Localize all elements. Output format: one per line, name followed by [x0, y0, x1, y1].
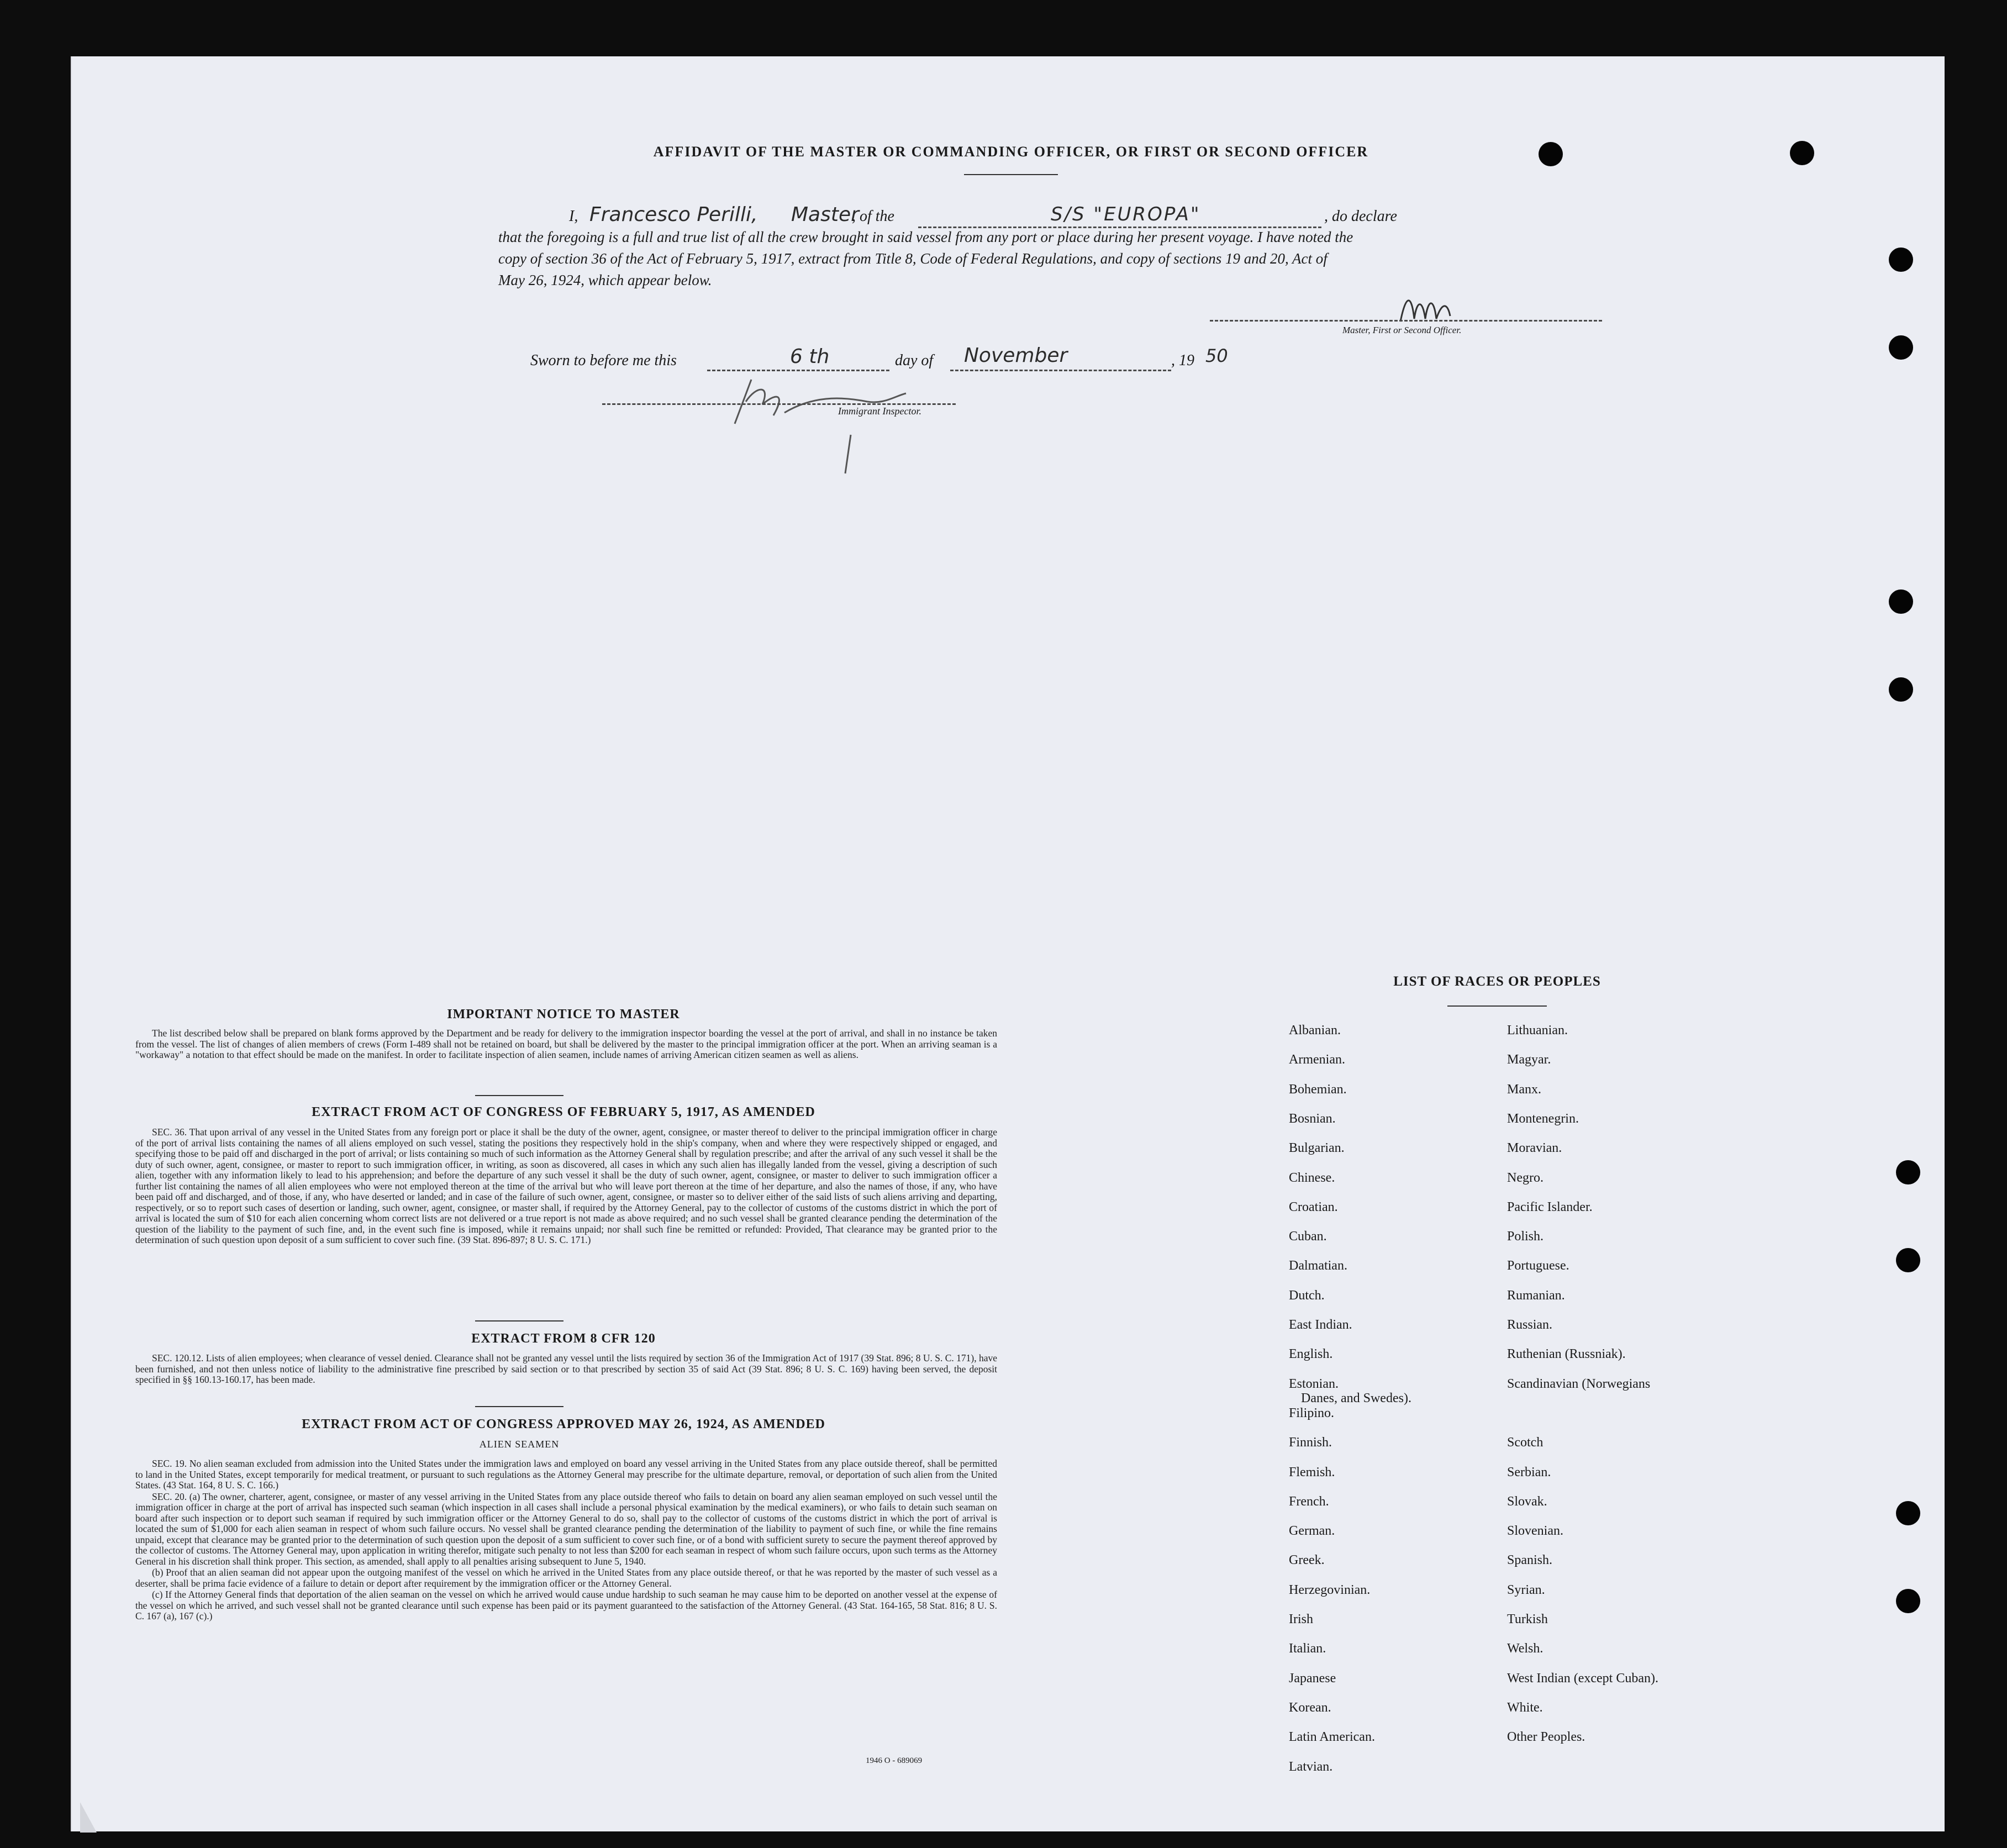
extract-cfr-paragraph: SEC. 120.12. Lists of alien employees; when clearance of vessel denied. Clearance shall not be granted any vessel until the lists required by section 36 of the Immigration Act of 1917 (39 Stat. 896; 8 U. S. C. 171), have been furnished, and not then unless notice of liability to the administrative fine prescribed by said section or to that prescribed by section 35 of said Act (39 Stat. 896; 8 U. S. C. 169) having been served, the deposit specified in §§ 160.13-160.17, has been made. [135, 1352, 997, 1385]
i-label: I, [569, 208, 578, 225]
notice-paragraph: The list described below shall be prepared on blank forms approved by the Department and be ready for delivery to the immigration inspector boarding the vessel at the port of arrival, and shall in no instance be taken from the vessel. The list of changes of alien members of crews (Form I-489 shall not be retained on board, but shall be delivered by the master to the principal immigration officer at the port. When an arriving seaman is a "workaway" a notation to that effect should be made on the manifest. In order to facilitate inspection of alien seamen, include names of arriving American citizen seamen as well as aliens. [135, 1028, 997, 1060]
race-item: Danes, and Swedes). [1301, 1391, 1411, 1405]
race-item: Japanese [1289, 1671, 1336, 1686]
print-code: 1946 O - 689069 [866, 1756, 923, 1765]
race-item: Pacific Islander. [1507, 1200, 1593, 1214]
master-signature-label: Master, First or Second Officer. [1342, 325, 1462, 335]
section-divider [475, 1095, 563, 1096]
race-item: White. [1507, 1700, 1543, 1715]
month-handwritten: November [964, 344, 1068, 367]
punch-hole [1889, 677, 1913, 702]
punch-hole [1896, 1160, 1920, 1184]
declaration-body-line: copy of section 36 of the Act of February 5, 1917, extract from Title 8, Code of Federal Regulations, and copy of sections 19 and 20, Act of [498, 250, 1328, 267]
extract-1924-paragraph: SEC. 19. No alien seaman excluded from admission into the United States under the immigration laws and employed on board any vessel arriving in the United States from any place outside thereof, shall be permitted to land in the United States, except temporarily for medical treatment, or pursuant to such regulations as the Attorney General may prescribe for the ultimate departure, removal, or deportation of such alien from the United States. (43 Stat. 164, 8 U. S. C. 166.) [135, 1458, 997, 1491]
race-item: Croatian. [1289, 1200, 1338, 1214]
race-item: Scotch [1507, 1435, 1544, 1450]
race-item: Slovak. [1507, 1494, 1547, 1509]
race-item: Irish [1289, 1612, 1313, 1626]
day-of-label: day of [895, 352, 934, 369]
year-handwritten: 50 [1205, 345, 1228, 366]
extract-1917-text [135, 1127, 997, 1246]
race-item: Filipino. [1289, 1406, 1335, 1420]
extract-cfr-title: EXTRACT FROM 8 CFR 120 [471, 1331, 656, 1346]
race-item: East Indian. [1289, 1318, 1352, 1332]
title-underline [964, 174, 1058, 175]
race-item: English. [1289, 1347, 1333, 1361]
extract-cfr-text [135, 1353, 997, 1386]
race-item: Latvian. [1289, 1760, 1333, 1774]
year-prefix: , 19 [1171, 352, 1194, 369]
race-item: Manx. [1507, 1082, 1541, 1097]
day-handwritten: 6 th [790, 345, 830, 368]
document-page [71, 56, 1945, 1831]
race-item: Serbian. [1507, 1465, 1551, 1480]
declaration-body-line: that the foregoing is a full and true list of all the crew brought in said vessel from any port or place during her present voyage. I have noted the [498, 229, 1353, 245]
punch-hole [1889, 335, 1913, 360]
master-rank-handwritten: Master [791, 203, 859, 226]
races-title-underline [1447, 1005, 1547, 1007]
extract-1917-title: EXTRACT FROM ACT OF CONGRESS OF FEBRUARY 5, 1917, AS AMENDED [312, 1105, 815, 1119]
punch-hole [1896, 1248, 1920, 1272]
race-item: Herzegovinian. [1289, 1583, 1371, 1597]
race-item: Rumanian. [1507, 1288, 1565, 1303]
notice-text [135, 1028, 997, 1061]
extract-1924-subtitle: ALIEN SEAMEN [479, 1439, 560, 1450]
inspector-signature [718, 363, 917, 518]
page-corner-curl [80, 1802, 113, 1833]
race-item: Armenian. [1289, 1052, 1345, 1067]
race-item: Portuguese. [1507, 1259, 1569, 1273]
master-name-handwritten: Francesco Perilli, [589, 203, 758, 226]
race-item: Korean. [1289, 1700, 1331, 1715]
race-item: Ruthenian (Russniak). [1507, 1347, 1626, 1361]
race-item: Bosnian. [1289, 1112, 1336, 1126]
do-declare-label: , do declare [1324, 208, 1397, 225]
race-item: Cuban. [1289, 1229, 1327, 1244]
race-item: Chinese. [1289, 1171, 1335, 1185]
race-item: Dalmatian. [1289, 1259, 1347, 1273]
inspector-signature-line [602, 403, 956, 405]
race-item: Syrian. [1507, 1583, 1545, 1597]
race-item: Magyar. [1507, 1052, 1551, 1067]
race-item: Finnish. [1289, 1435, 1332, 1450]
race-item: Negro. [1507, 1171, 1544, 1185]
declaration-line [498, 199, 1620, 227]
race-item: Moravian. [1507, 1141, 1562, 1155]
extract-1924-text [135, 1459, 997, 1623]
master-signature-line [1210, 320, 1602, 322]
races-title: LIST OF RACES OR PEOPLES [1393, 974, 1601, 989]
race-item: Latin American. [1289, 1730, 1375, 1744]
race-item: Montenegrin. [1507, 1112, 1579, 1126]
race-item: Polish. [1507, 1229, 1544, 1244]
race-item: Other Peoples. [1507, 1730, 1585, 1744]
extract-1924-title: EXTRACT FROM ACT OF CONGRESS APPROVED MAY 26, 1924, AS AMENDED [302, 1417, 825, 1431]
race-item: Bulgarian. [1289, 1141, 1345, 1155]
race-item: Estonian. [1289, 1377, 1339, 1391]
sworn-line [530, 341, 1359, 374]
sworn-label: Sworn to before me this [530, 352, 677, 369]
extract-1924-paragraph: SEC. 20. (a) The owner, charterer, agent, consignee, or master of any vessel arriving in the United States from any place outside thereof who fails to detain on board any alien seaman employed on such vessel until the immigration officer in charge at the port of arrival has inspected such seaman (which inspection in all cases shall include a personal physical examination by the medical examiners), or who fails to detain such seaman on board after such inspection or to deport such seaman if required by such immigration officer or the Attorney General to do so, shall pay to the collector of customs of the customs district in which the port of arrival is located the sum of $1,000 for each alien seaman in respect of whom such failure occurs. No vessel shall be granted clearance pending the determination of the liability to payment of such fine, or while the fine remains unpaid, except that clearance may be granted prior to the determination of such question upon the deposit of a sum sufficient to cover such fine, or of a bond with sufficient surety to secure the payment thereof approved by the collector of customs. The Attorney General may, upon application in writing therefor, mitigate such penalty to not less than $200 for each seaman in respect of whom such failure occurs, upon such terms as the Attorney General in his discretion shall think proper. This section, as amended, shall apply to all penalties arising subsequent to June 5, 1940. [135, 1491, 997, 1567]
section-divider [475, 1406, 563, 1407]
race-item: Albanian. [1289, 1023, 1341, 1038]
race-item: West Indian (except Cuban). [1507, 1671, 1658, 1686]
punch-hole [1889, 248, 1913, 272]
race-item: German. [1289, 1524, 1335, 1538]
race-item: Welsh. [1507, 1641, 1544, 1656]
punch-hole [1539, 142, 1563, 166]
declaration-body [498, 227, 1537, 291]
vessel-name-handwritten: S/S "EUROPA" [1051, 203, 1201, 225]
extract-1924-paragraph: (c) If the Attorney General finds that deportation of the alien seaman on the vessel on which he arrived would cause undue hardship to such seaman he may cause him to be deported on another vessel at the expense of the vessel on which he arrived, and such vessel shall not be granted clearance until such expense has been paid or its payment guaranteed to the satisfaction of the Attorney General. (43 Stat. 164-165, 58 Stat. 816; 8 U. S. C. 167 (a), 167 (c).) [135, 1589, 997, 1621]
race-item: Dutch. [1289, 1288, 1325, 1303]
punch-hole [1790, 141, 1814, 165]
race-item: Greek. [1289, 1553, 1325, 1567]
race-item: Flemish. [1289, 1465, 1335, 1480]
notice-title: IMPORTANT NOTICE TO MASTER [447, 1007, 680, 1022]
extract-1917-paragraph: SEC. 36. That upon arrival of any vessel in the United States from any foreign port or place it shall be the duty of the owner, agent, consignee, or master thereof to deliver to the principal immigration officer in charge of the port of arrival lists containing the names of all aliens employed on such vessel, stating the positions they respectively hold in the ship's company, when and where they were respectively shipped or engaged, and specifying those to be paid off and discharged in the port of arrival; or lists containing so much of such information as the Attorney General shall by regulation prescribe; and after the arrival of any such vessel it shall be the duty of such owner, agent, consignee, or master to report to such immigration officer, in writing, as soon as discovered, all cases in which any such alien has illegally landed from the vessel, giving a description of such alien, together with any information likely to lead to his apprehension; and before the departure of any such vessel it shall be the duty of such owner, agent, consignee, or master to deliver to such immigration officer a further list containing the names of all alien employees who were not employed thereon at the time of the arrival but who will leave port thereon at the time of her departure, and also the names of those, if any, who have been paid off and discharged, and of those, if any, who have deserted or landed; and in case of the failure of such owner, agent, consignee, or master so to deliver either of the said lists of such aliens arriving and departing, respectively, or so to report such cases of desertion or landing, such owner, agent, consignee, or master shall, if required by the Attorney General, pay to the collector of customs of the customs district in which the port of arrival is located the sum of $10 for each alien concerning whom correct lists are not delivered or a true report is not made as above required; and no such vessel shall be granted clearance pending the determination of the question of the liability to the payment of such fine, and, in the event such fine is imposed, while it remains unpaid; nor shall such fine be remitted or refunded: Provided, That clearance may be granted prior to the determination of such question upon deposit of a sum sufficient to cover such fine. (39 Stat. 896-897; 8 U. S. C. 171.) [135, 1126, 997, 1245]
declaration-body-line: May 26, 1924, which appear below. [498, 272, 712, 288]
race-item: Turkish [1507, 1612, 1548, 1626]
of-the-label: , of the [852, 208, 894, 225]
race-item: Russian. [1507, 1318, 1553, 1332]
month-dotted-line [950, 370, 1171, 371]
affidavit-title: AFFIDAVIT OF THE MASTER OR COMMANDING OFFICER, OR FIRST OR SECOND OFFICER [653, 144, 1369, 160]
race-item: Slovenian. [1507, 1524, 1563, 1538]
race-item: French. [1289, 1494, 1329, 1509]
race-item: Spanish. [1507, 1553, 1553, 1567]
race-item: Bohemian. [1289, 1082, 1347, 1097]
race-item: Italian. [1289, 1641, 1326, 1656]
inspector-label: Immigrant Inspector. [838, 406, 921, 417]
punch-hole [1896, 1501, 1920, 1525]
section-divider [475, 1320, 563, 1321]
punch-hole [1889, 589, 1913, 614]
punch-hole [1896, 1589, 1920, 1613]
extract-1924-paragraph: (b) Proof that an alien seaman did not appear upon the outgoing manifest of the vessel on which he arrived in the United States from any place outside thereof, or that he was reported by the master of such vessel as a deserter, shall be prima facie evidence of a failure to detain or deport after requirement by the immigration officer or the Attorney General. [135, 1567, 997, 1589]
race-item: Lithuanian. [1507, 1023, 1568, 1038]
race-item: Scandinavian (Norwegians [1507, 1377, 1651, 1391]
